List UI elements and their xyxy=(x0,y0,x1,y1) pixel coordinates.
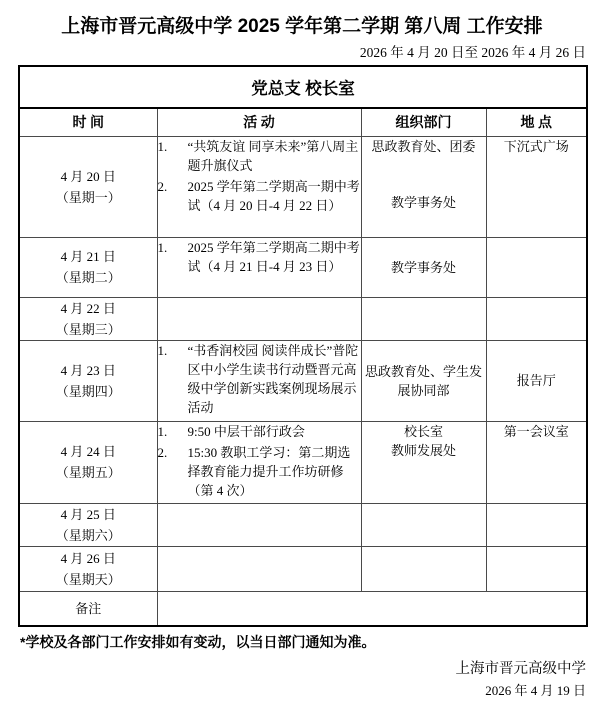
weekday-text: （星期三） xyxy=(55,321,121,337)
date-text: 4 月 24 日 xyxy=(60,444,116,459)
page-title: 上海市晋元高级中学 2025 学年第二学期 第八周 工作安排 xyxy=(61,16,543,37)
remark-label: 备注 xyxy=(19,591,157,626)
activity-item xyxy=(158,422,361,441)
weekday-text: （星期五） xyxy=(55,465,121,480)
department-text: 校长室 xyxy=(403,423,443,439)
activity-item xyxy=(158,177,361,215)
department-text: 思政教育处、学生发展协同部 xyxy=(364,363,482,398)
activity-cell xyxy=(157,340,361,421)
section-header: 党总支 校长室 xyxy=(19,66,587,108)
activity-text: “书香润校园 阅读伴成长”普陀区中小学生读书行动暨晋元高级中学创新实践案例现场展示活动 xyxy=(187,342,359,415)
section-header-row xyxy=(19,66,587,108)
location-cell: 第一会议室 xyxy=(486,421,587,503)
schedule-table xyxy=(18,65,588,627)
date-text: 4 月 26 日 xyxy=(60,550,116,566)
activity-text: 2025 学年第二学期高一期中考试（4 月 20 日-4 月 22 日） xyxy=(187,178,360,213)
activity-number: 1. xyxy=(157,423,168,439)
table-row-apr23 xyxy=(19,340,587,421)
signature-date: 2026 年 4 月 19 日 xyxy=(485,683,586,698)
location-cell xyxy=(486,546,587,591)
table-row-apr21 xyxy=(19,237,587,297)
location-cell: 下沉式广场 xyxy=(486,136,587,237)
table-row-apr22 xyxy=(19,297,587,340)
weekday-text: （星期六） xyxy=(55,527,121,543)
activity-item xyxy=(158,443,361,500)
location-cell: 报告厅 xyxy=(486,340,587,421)
activity-item xyxy=(158,238,361,276)
department-text: 教学事务处 xyxy=(390,194,456,210)
activity-text: 2025 学年第二学期高二期中考试（4 月 21 日-4 月 23 日） xyxy=(187,239,360,274)
column-header-location: 地 点 xyxy=(486,108,587,136)
activity-number: 1. xyxy=(157,138,168,154)
remark-content-cell xyxy=(157,591,587,626)
date-cell xyxy=(19,136,157,237)
date-range: 2026 年 4 月 20 日至 2026 年 4 月 26 日 xyxy=(359,45,586,60)
activity-item xyxy=(158,137,361,175)
table-header-row xyxy=(19,108,587,136)
date-text: 4 月 21 日 xyxy=(60,249,116,264)
department-text: 教师发展处 xyxy=(390,442,456,458)
activity-cell xyxy=(157,237,361,297)
department-text: 思政教育处、团委 xyxy=(371,138,476,154)
date-text: 4 月 22 日 xyxy=(60,300,116,316)
activity-number: 1. xyxy=(157,239,168,255)
activity-cell xyxy=(157,136,361,237)
date-cell xyxy=(19,237,157,297)
activity-item xyxy=(158,341,361,417)
activity-text: “共筑友谊 同享未来”第八周主题升旗仪式 xyxy=(187,138,359,173)
department-cell xyxy=(361,237,486,297)
date-text: 4 月 20 日 xyxy=(60,168,116,184)
table-row-apr25 xyxy=(19,503,587,546)
weekday-text: （星期二） xyxy=(55,270,121,285)
activity-number: 2. xyxy=(157,178,168,194)
column-header-department: 组织部门 xyxy=(361,108,486,136)
weekday-text: （星期一） xyxy=(55,189,121,205)
weekday-text: （星期天） xyxy=(55,571,121,587)
date-cell xyxy=(19,421,157,503)
activity-cell xyxy=(157,546,361,591)
location-cell xyxy=(486,297,587,340)
department-cell xyxy=(361,546,486,591)
table-row-apr20 xyxy=(19,136,587,237)
date-cell xyxy=(19,503,157,546)
location-cell xyxy=(486,503,587,546)
activity-text: 15:30 教职工学习：第二期选择教育能力提升工作坊研修（第 4 次） xyxy=(187,444,351,498)
date-cell xyxy=(19,546,157,591)
activity-number: 2. xyxy=(157,444,168,460)
department-cell xyxy=(361,340,486,421)
department-text: 教学事务处 xyxy=(390,259,456,275)
signature-school: 上海市晋元高级中学 xyxy=(455,661,586,677)
activity-text: 9:50 中层干部行政会 xyxy=(187,423,305,439)
column-header-activity: 活 动 xyxy=(157,108,361,136)
footnote: *学校及各部门工作安排如有变动，以当日部门通知为准。 xyxy=(20,634,376,650)
department-cell xyxy=(361,297,486,340)
table-row-apr24 xyxy=(19,421,587,503)
table-row-apr26 xyxy=(19,546,587,591)
activity-cell xyxy=(157,421,361,503)
date-text: 4 月 23 日 xyxy=(60,362,116,378)
date-cell xyxy=(19,340,157,421)
remark-row xyxy=(19,591,587,626)
department-cell xyxy=(361,421,486,503)
column-header-time: 时 间 xyxy=(19,108,157,136)
weekday-text: （星期四） xyxy=(55,383,121,399)
date-text: 4 月 25 日 xyxy=(60,506,116,522)
department-cell xyxy=(361,136,486,237)
activity-cell xyxy=(157,297,361,340)
activity-cell xyxy=(157,503,361,546)
location-cell xyxy=(486,237,587,297)
department-cell xyxy=(361,503,486,546)
date-cell xyxy=(19,297,157,340)
activity-number: 1. xyxy=(157,342,168,358)
